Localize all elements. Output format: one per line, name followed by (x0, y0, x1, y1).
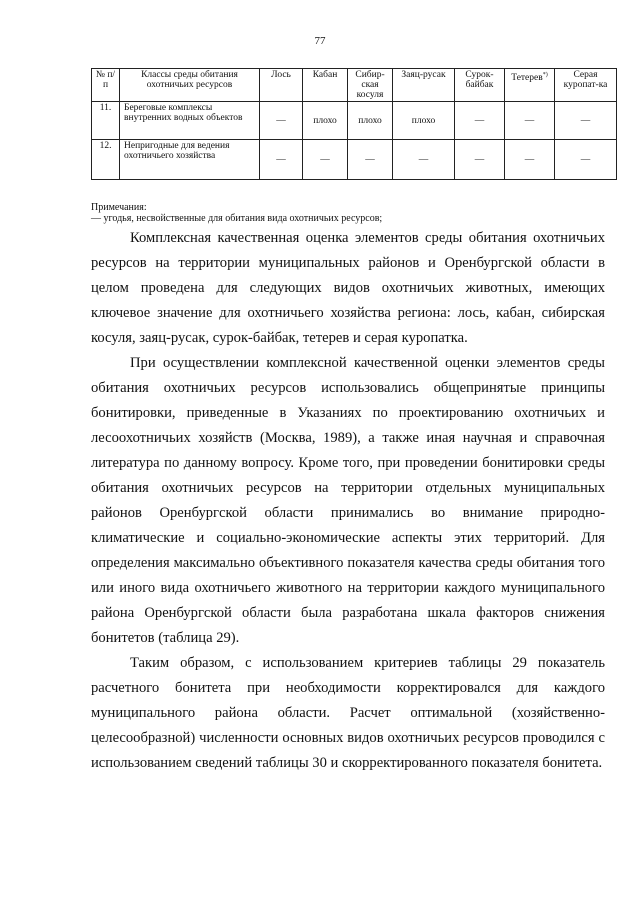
table-header-row (92, 69, 617, 102)
header-class: Классы среды обитания охотничьих ресурсов (120, 69, 260, 102)
cell-roe-deer: — (348, 140, 393, 180)
cell-roe-deer: плохо (348, 102, 393, 140)
row-class: Непригодные для ведения охотничьего хозяйства (120, 140, 260, 180)
cell-elk: — (260, 102, 303, 140)
footnote-mark: *) (542, 72, 548, 78)
header-roe-deer: Сибир-ская косуля (348, 69, 393, 102)
notes-title: Примечания: (91, 202, 147, 213)
notes-line: — угодья, несвойственные для обитания вида охотничьих ресурсов; (91, 213, 383, 224)
header-elk: Лось (260, 69, 303, 102)
table-row (92, 140, 617, 180)
cell-elk: — (260, 140, 303, 180)
paragraph: Комплексная качественная оценка элементов среды обитания охотничьих ресурсов на территории муниципальных районов и Оренбургской области в целом проведена для следующих видов охотничьих животных, имеющих ключевое значение для охотничьего хозяйства региона: лось, кабан, сибирская косуля, заяц-русак, сурок-байбак, тетерев и серая куропатка. (91, 230, 605, 346)
table-row (92, 102, 617, 140)
header-hare: Заяц-русак (393, 69, 455, 102)
header-num: № п/п (92, 69, 120, 102)
header-boar: Кабан (303, 69, 348, 102)
page-number: 77 (314, 35, 326, 47)
body-text (91, 226, 605, 776)
cell-marmot: — (455, 140, 505, 180)
row-class: Береговые комплексы внутренних водных объектов (120, 102, 260, 140)
cell-partridge: — (555, 140, 617, 180)
cell-hare: плохо (393, 102, 455, 140)
paragraph: Таким образом, с использованием критериев таблицы 29 показатель расчетного бонитета при необходимости корректировался для каждого муниципального района области. Расчет оптимальной (хозяйственно-целесообразной) численности основных видов охотничьих ресурсов проводился с использованием сведений таблицы 30 и скорректированного показателя бонитета. (91, 655, 605, 771)
row-number: 11. (92, 102, 120, 140)
header-black-grouse-label: Тетерев (511, 73, 543, 84)
cell-marmot: — (455, 102, 505, 140)
header-partridge: Серая куропат-ка (555, 69, 617, 102)
habitat-quality-table (91, 68, 617, 180)
cell-boar: плохо (303, 102, 348, 140)
paragraph: При осуществлении комплексной качественной оценки элементов среды обитания охотничьих ресурсов использовались общепринятые принципы бонитировки, приведенные в Указаниях по проектированию охотничьих и лесоохотничьих хозяйств (Москва, 1989), а также иная научная и справочная литература по данному вопросу. Кроме того, при проведении бонитировки среды обитания охотничьих ресурсов на территории отдельных муниципальных районов Оренбургской области принимались во внимание природно-климатические и социально-экономические аспекты этих территорий. Для определения максимально объективного показателя качества среды обитания того или иного вида охотничьего животного на территории каждого муниципального района Оренбургской области была разработана шкала факторов снижения бонитетов (таблица 29). (91, 355, 605, 646)
row-number: 12. (92, 140, 120, 180)
header-marmot: Сурок-байбак (455, 69, 505, 102)
cell-partridge: — (555, 102, 617, 140)
table-notes (91, 202, 382, 224)
header-black-grouse (505, 69, 555, 102)
cell-hare: — (393, 140, 455, 180)
cell-black-grouse: — (505, 102, 555, 140)
cell-boar: — (303, 140, 348, 180)
cell-black-grouse: — (505, 140, 555, 180)
